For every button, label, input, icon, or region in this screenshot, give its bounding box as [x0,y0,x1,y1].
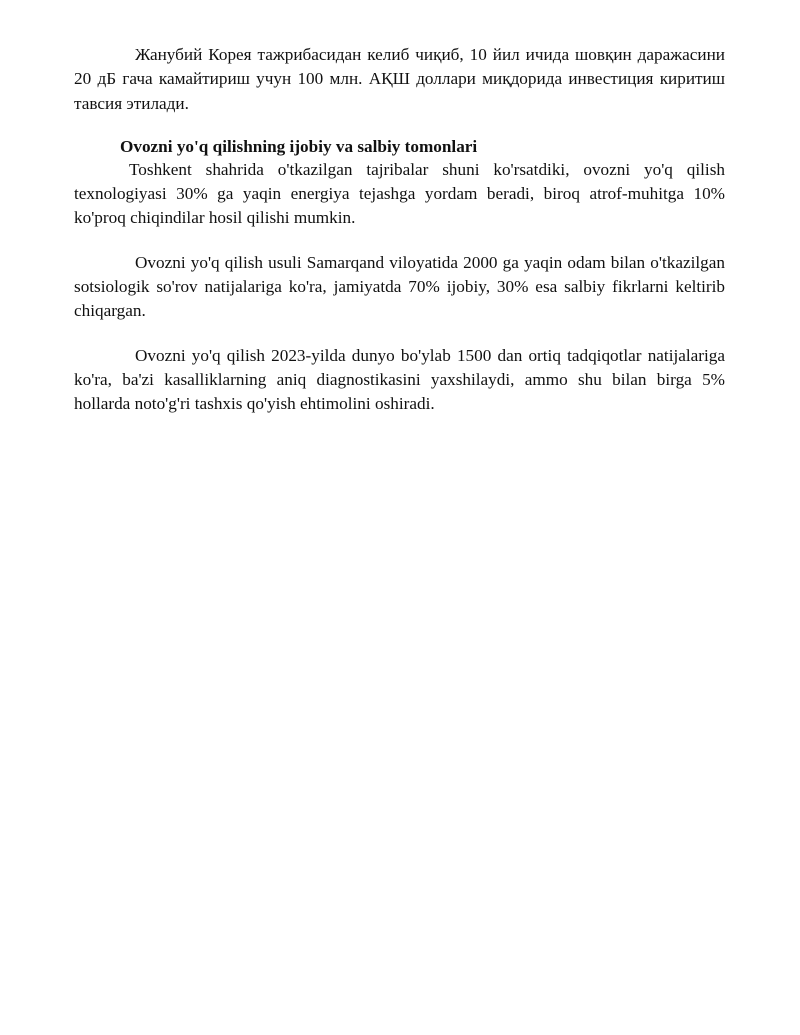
paragraph-research-2023: Ovozni yo'q qilish 2023-yilda dunyo bo'ylab 1500 dan ortiq tadqiqotlar natijalariga ko'ra, ba'zi kasalliklarning aniq diagnostikasini yaxshilaydi, ammo shu bilan birga 5% hollarda noto'g'ri tashxis qo'yish ehtimolini oshiradi. [74,345,725,414]
section-heading: Ovozni yo'q qilishning ijobiy va salbiy tomonlari [120,136,478,156]
document-body [74,43,725,417]
paragraph-investment: Жанубий Корея тажрибасидан келиб чиқиб, 10 йил ичида шовқин даражасини 20 дБ гача камайтириш учун 100 млн. АҚШ доллари миқдорида инвестиция киритиш тавсия этилади. [74,45,725,113]
paragraph-samarqand: Ovozni yo'q qilish usuli Samarqand viloyatida 2000 ga yaqin odam bilan o'tkazilgan sotsiologik so'rov natijalariga ko'ra, jamiyatda 70% ijobiy, 30% esa salbiy fikrlarni keltirib chiqargan. [74,252,725,321]
paragraph-tashkent: Toshkent shahrida o'tkazilgan tajribalar shuni ko'rsatdiki, ovozni yo'q qilish texnologiyasi 30% ga yaqin energiya tejashga yordam beradi, biroq atrof-muhitga 10% ko'proq chiqindilar hosil qilishi mumkin. [74,159,725,228]
